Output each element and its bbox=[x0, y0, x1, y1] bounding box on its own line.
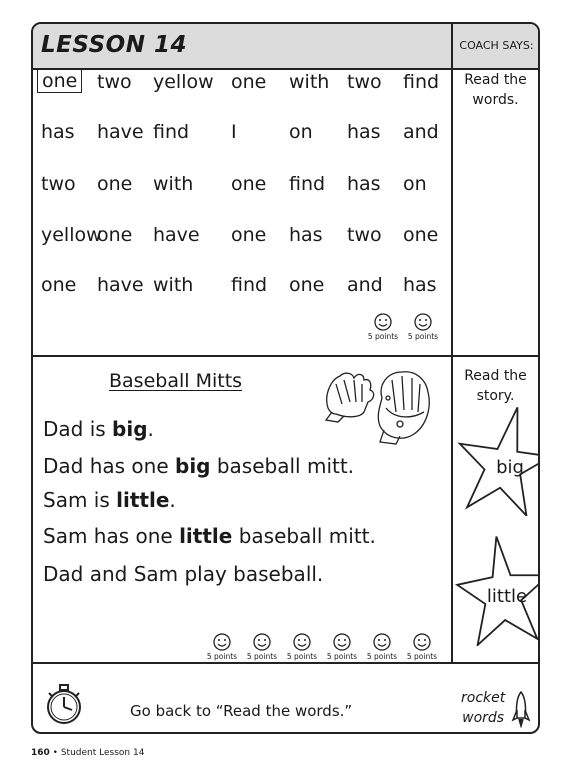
word: has bbox=[347, 173, 381, 195]
points-label: 5 points bbox=[406, 652, 438, 661]
lesson-title: LESSON 14 bbox=[41, 32, 187, 58]
word: has bbox=[41, 121, 75, 143]
smiley-icon bbox=[409, 313, 437, 341]
story-text-segment: . bbox=[169, 488, 176, 512]
page-separator: • bbox=[52, 748, 61, 758]
word: on bbox=[289, 121, 313, 143]
rocket-words-label bbox=[461, 688, 505, 728]
word: two bbox=[347, 224, 382, 246]
points-label: 5 points bbox=[367, 332, 399, 341]
word: two bbox=[347, 71, 382, 93]
baseball-mitts-illustration bbox=[322, 368, 434, 448]
word: one bbox=[41, 274, 77, 296]
words-instruction: Read the words. bbox=[464, 72, 527, 108]
story-line bbox=[43, 524, 376, 548]
stopwatch-icon bbox=[41, 682, 89, 726]
page-label: Student Lesson 14 bbox=[60, 748, 145, 758]
rocket-words-text bbox=[461, 688, 505, 728]
story-line bbox=[43, 488, 176, 512]
rocket-words-line: words bbox=[462, 710, 505, 726]
word: one bbox=[97, 173, 133, 195]
smiley-icon bbox=[369, 313, 397, 341]
word: one bbox=[231, 173, 267, 195]
points-label: 5 points bbox=[366, 652, 398, 661]
points-label: 5 points bbox=[206, 652, 238, 661]
lesson-sheet bbox=[31, 22, 540, 734]
word: with bbox=[289, 71, 330, 93]
word: one bbox=[231, 71, 267, 93]
rocket-words-line: rocket bbox=[461, 690, 506, 706]
story-text-segment: Sam is bbox=[43, 488, 117, 512]
word: and bbox=[403, 121, 439, 143]
smiley-icon bbox=[208, 633, 236, 661]
points-label: 5 points bbox=[407, 332, 439, 341]
smiley-icon bbox=[288, 633, 316, 661]
story-line bbox=[43, 417, 154, 441]
footer-divider bbox=[33, 662, 538, 664]
story-line bbox=[43, 454, 354, 478]
story-text-segment: Sam has one bbox=[43, 524, 180, 548]
rocket-icon bbox=[511, 690, 531, 728]
word: has bbox=[403, 274, 437, 296]
story-text-segment: baseball mitt. bbox=[210, 454, 355, 478]
word: two bbox=[97, 71, 132, 93]
page-number: 160 bbox=[31, 748, 50, 758]
star-little-label: little bbox=[486, 586, 528, 607]
word: and bbox=[347, 274, 383, 296]
smiley-icon bbox=[248, 633, 276, 661]
column-divider bbox=[451, 68, 453, 662]
word: have bbox=[153, 224, 200, 246]
word: have bbox=[97, 121, 144, 143]
word: find bbox=[403, 71, 440, 93]
story-title: Baseball Mitts bbox=[109, 370, 243, 392]
word: one bbox=[231, 224, 267, 246]
word: yellow bbox=[153, 71, 214, 93]
story-bold-word: big bbox=[175, 454, 211, 478]
story-text-segment: Dad and Sam play baseball. bbox=[43, 562, 324, 586]
lesson-header bbox=[33, 24, 538, 70]
star-big-label: big bbox=[496, 457, 524, 478]
page-footer bbox=[31, 748, 144, 758]
story-bold-word: little bbox=[116, 488, 170, 512]
word: one bbox=[403, 224, 439, 246]
word: has bbox=[289, 224, 323, 246]
story-text-segment: Dad has one bbox=[43, 454, 175, 478]
smiley-icon bbox=[368, 633, 396, 661]
story-text-segment: . bbox=[147, 417, 154, 441]
points-label: 5 points bbox=[326, 652, 358, 661]
word: on bbox=[403, 173, 427, 195]
story-text-segment: baseball mitt. bbox=[232, 524, 376, 548]
points-label: 5 points bbox=[246, 652, 278, 661]
story-instruction: Read the story. bbox=[464, 368, 527, 404]
smiley-icon bbox=[408, 633, 436, 661]
story-bold-word: big bbox=[112, 417, 148, 441]
coach-says-header: COACH SAYS: bbox=[451, 24, 540, 68]
story-line bbox=[43, 562, 323, 586]
word: yellow bbox=[41, 224, 102, 246]
word: two bbox=[41, 173, 76, 195]
word: one bbox=[97, 224, 133, 246]
story-bold-word: little bbox=[179, 524, 233, 548]
word: has bbox=[347, 121, 381, 143]
story-text-segment: Dad is bbox=[43, 417, 113, 441]
word: find bbox=[153, 121, 190, 143]
go-back-instruction: Go back to “Read the words.” bbox=[130, 702, 353, 720]
word: find bbox=[289, 173, 326, 195]
word-highlighted: one bbox=[37, 69, 82, 93]
word: one bbox=[289, 274, 325, 296]
word: find bbox=[231, 274, 268, 296]
word: with bbox=[153, 274, 194, 296]
section-divider bbox=[33, 355, 538, 357]
word: with bbox=[153, 173, 194, 195]
smiley-icon bbox=[328, 633, 356, 661]
word: I bbox=[231, 121, 237, 143]
word: have bbox=[97, 274, 144, 296]
points-label: 5 points bbox=[286, 652, 318, 661]
